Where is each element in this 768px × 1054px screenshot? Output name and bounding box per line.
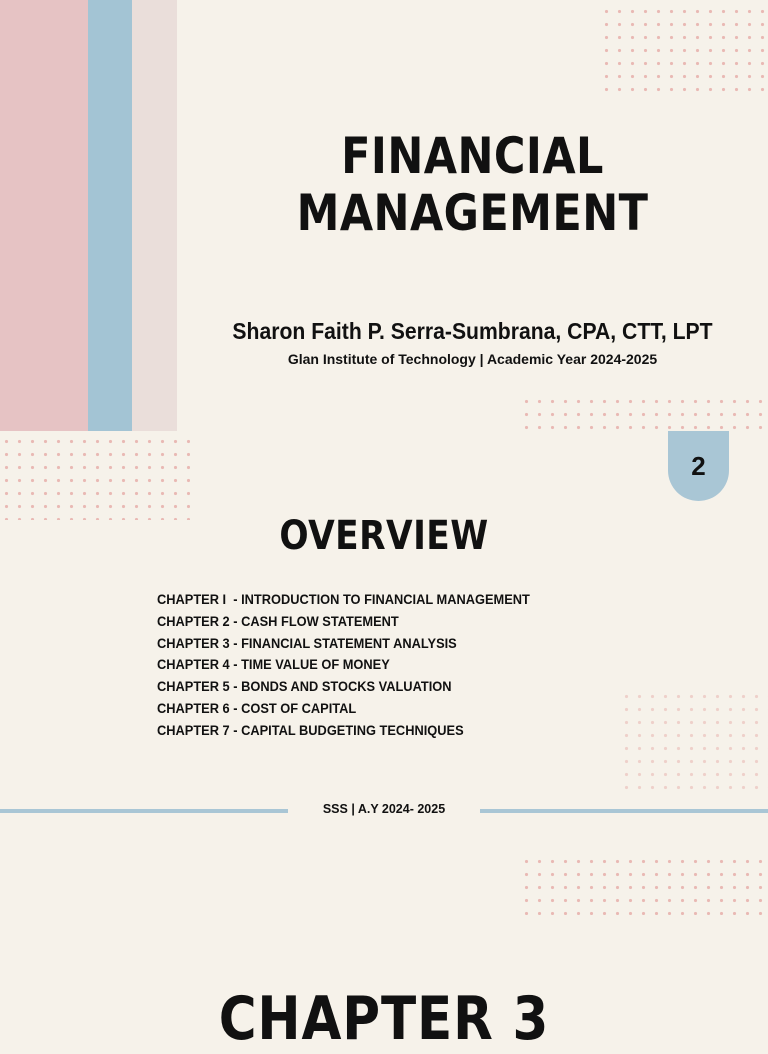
footer-rule-left [0,809,288,813]
overview-heading: OVERVIEW [279,513,489,559]
dot-pattern-mid-right [520,395,768,431]
decor-stripe-blue [88,0,132,431]
list-item: CHAPTER 7 - CAPITAL BUDGETING TECHNIQUES [157,722,464,738]
dot-pattern-left [0,435,190,520]
list-item: CHAPTER 6 - COST OF CAPITAL [157,700,357,716]
dot-pattern-bottom-right [520,855,768,915]
list-item: CHAPTER 5 - BONDS AND STOCKS VALUATION [157,679,452,695]
cover-author: Sharon Faith P. Serra-Sumbrana, CPA, CTT, LPT [232,318,713,344]
dot-pattern-right-lower [620,690,768,790]
cover-subtitle: Glan Institute of Technology | Academic Year 2024-2025 [287,351,658,367]
page-number: 2 [691,450,706,481]
list-item: CHAPTER 3 - FINANCIAL STATEMENT ANALYSIS [157,635,457,651]
list-item: CHAPTER 2 - CASH FLOW STATEMENT [157,613,399,629]
chapter-list [157,589,550,742]
decor-stripe-beige [132,0,177,431]
dot-pattern-top-right [600,5,768,95]
cover-title-line1: FINANCIAL [341,127,604,185]
page-number-tab [668,431,729,501]
decor-stripe-pink [0,0,88,431]
cover-title [218,128,726,242]
cover-title-line2: MANAGEMENT [296,184,649,242]
footer-text: SSS | A.Y 2024- 2025 [322,802,446,816]
footer-rule-right [480,809,768,813]
list-item: CHAPTER 4 - TIME VALUE OF MONEY [157,657,390,673]
list-item: CHAPTER I - INTRODUCTION TO FINANCIAL MANAGEMENT [157,592,530,607]
next-page-title: CHAPTER 3 [218,984,550,1054]
